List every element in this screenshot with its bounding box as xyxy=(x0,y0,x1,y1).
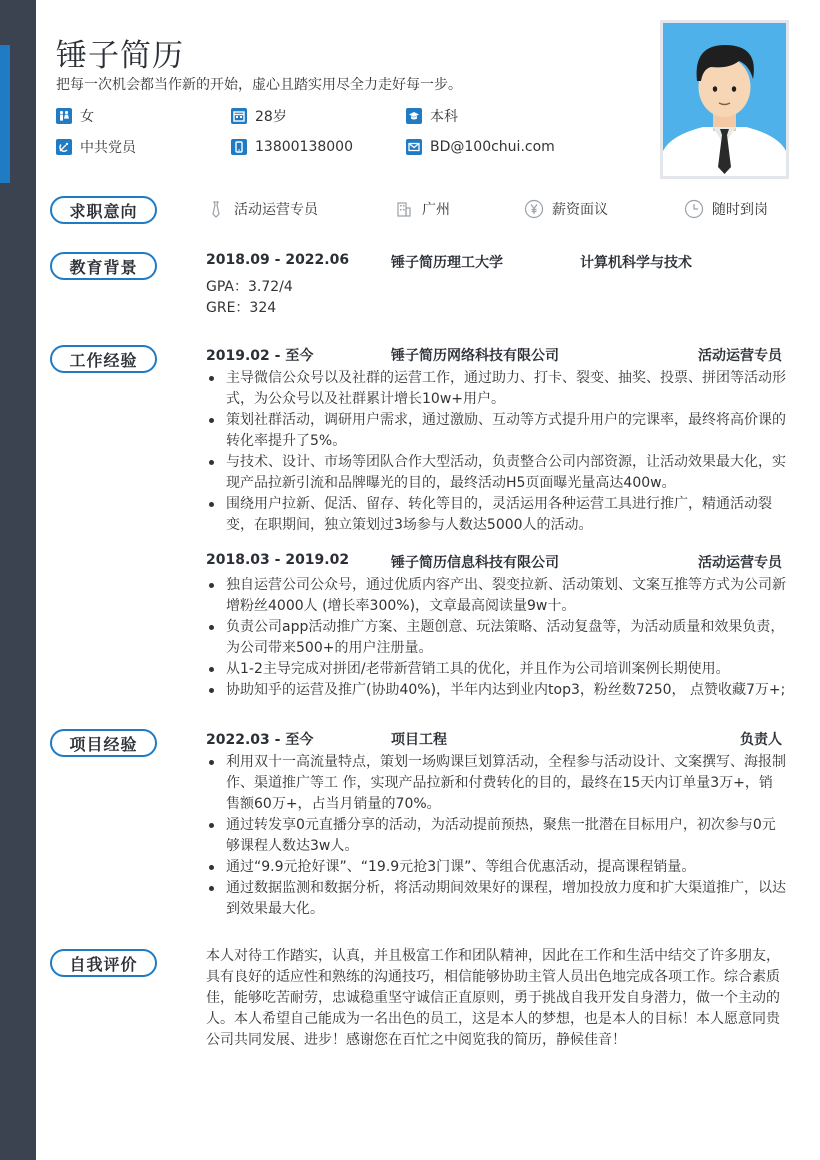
intent-availability-value: 随时到岗 xyxy=(712,202,768,218)
info-email xyxy=(406,137,555,157)
yen-icon xyxy=(524,199,544,219)
info-email-value: BD@100chui.com xyxy=(430,139,555,155)
intent-city xyxy=(394,198,450,220)
work-1-period: 2019.02 - 至今 xyxy=(206,348,314,364)
project-bullets xyxy=(206,752,786,920)
list-item: 与技术、设计、市场等团队合作大型活动，负责整合公司内部资源，让活动效果最大化，实现产品拉新引流和品牌曝光的目的，最终活动H5页面曝光量高达400w。 xyxy=(206,452,786,494)
list-item: 通过“9.9元抢好课”、“19.9元抢3门课”、等组合优惠活动，提高课程销量。 xyxy=(206,857,786,878)
intent-job xyxy=(206,198,318,220)
intent-availability xyxy=(684,198,768,220)
work-1-company: 锤子简历网络科技有限公司 xyxy=(391,348,559,364)
section-title-education: 教育背景 xyxy=(50,252,157,280)
resume-motto: 把每一次机会都当作新的开始，虚心且踏实用尽全力走好每一步。 xyxy=(56,77,462,93)
list-item: 从1-2主导完成对拼团/老带新营销工具的优化，并且作为公司培训案例长期使用。 xyxy=(206,659,786,680)
work-2-bullets xyxy=(206,575,786,701)
list-item: 主导微信公众号以及社群的运营工作，通过助力、打卡、裂变、抽奖、投票、拼团等活动形式，为公众号以及社群累计增长10w+用户。 xyxy=(206,368,786,410)
list-item: 通过转发享0元直播分享的活动，为活动提前预热，聚焦一批潜在目标用户，初次参与0元够课程人数达3w人。 xyxy=(206,815,786,857)
self-eval-text: 本人对待工作踏实，认真，并且极富工作和团队精神，因此在工作和生活中结交了许多朋友，具有良好的适应性和熟练的沟通技巧，相信能够协助主管人员出色地完成各项工作。综合素质佳，能够吃苦耐劳，忠诚稳重坚守诚信正直原则，勇于挑战自我开发自身潜力，做一个主动的人。本人希望自己能成为一名出色的员工，这是本人的梦想，也是本人的目标！本人愿意同贵公司共同发展、进步！感谢您在百忙之中阅览我的简历，静候佳音！ xyxy=(206,948,780,1048)
project-name: 项目工程 xyxy=(391,732,447,748)
info-gender xyxy=(56,106,94,126)
project-period: 2022.03 - 至今 xyxy=(206,732,314,748)
gender-icon xyxy=(56,108,72,124)
resume-name: 锤子简历 xyxy=(56,38,184,74)
info-gender-value: 女 xyxy=(80,109,94,125)
list-item: 通过数据监测和数据分析，将活动期间效果好的课程，增加投放力度和扩大渠道推广，以达到效果最大化。 xyxy=(206,878,786,920)
section-title-work: 工作经验 xyxy=(50,345,157,373)
section-title-project: 项目经验 xyxy=(50,729,157,757)
building-icon xyxy=(394,199,414,219)
education-major: 计算机科学与技术 xyxy=(580,255,692,271)
intent-job-value: 活动运营专员 xyxy=(234,202,318,218)
education-school: 锤子简历理工大学 xyxy=(391,255,503,271)
list-item: 协助知乎的运营及推广(协助40%)，半年内达到业内top3，粉丝数7250， 点赞收藏7万+; xyxy=(206,680,786,701)
work-1-bullets xyxy=(206,368,786,536)
intent-salary xyxy=(524,198,608,220)
work-2-period: 2018.03 - 2019.02 xyxy=(206,552,350,568)
clock-icon xyxy=(684,199,704,219)
education-gpa: GPA：3.72/4 xyxy=(206,279,293,295)
education-gre: GRE：324 xyxy=(206,300,277,316)
info-degree xyxy=(406,106,458,126)
info-age xyxy=(231,106,287,126)
list-item: 策划社群活动，调研用户需求，通过激励、互动等方式提升用户的完课率，最终将高价课的转化率提升了5%。 xyxy=(206,410,786,452)
party-badge-icon xyxy=(56,139,72,155)
mail-icon xyxy=(406,139,422,155)
intent-city-value: 广州 xyxy=(422,202,450,218)
education-period: 2018.09 - 2022.06 xyxy=(206,252,350,268)
info-politics-value: 中共党员 xyxy=(80,140,136,156)
tie-icon xyxy=(206,199,226,219)
graduation-cap-icon xyxy=(406,108,422,124)
list-item: 利用双十一高流量特点，策划一场购课巨划算活动，全程参与活动设计、文案撰写、海报制作、渠道推广等工 作，实现产品拉新和付费转化的目的，最终在15天内订单量3万+，销售额60万+，占当月销量的70%。 xyxy=(206,752,786,815)
info-politics xyxy=(56,137,136,157)
intent-salary-value: 薪资面议 xyxy=(552,202,608,218)
section-title-intent: 求职意向 xyxy=(50,196,157,224)
calendar-icon xyxy=(231,108,247,124)
info-phone xyxy=(231,137,353,157)
profile-photo xyxy=(660,20,789,179)
info-age-value: 28岁 xyxy=(255,109,287,125)
list-item: 围绕用户拉新、促活、留存、转化等目的，灵活运用各种运营工具进行推广，精通活动裂变，在职期间，独立策划过3场参与人数达5000人的活动。 xyxy=(206,494,786,536)
list-item: 独自运营公司公众号，通过优质内容产出、裂变拉新、活动策划、文案互推等方式为公司新增粉丝4000人 (增长率300%)，文章最高阅读量9w十。 xyxy=(206,575,786,617)
work-2-role: 活动运营专员 xyxy=(698,555,782,571)
section-title-self-eval: 自我评价 xyxy=(50,949,157,977)
work-1-role: 活动运营专员 xyxy=(698,348,782,364)
left-accent-bar xyxy=(0,45,10,183)
info-phone-value: 13800138000 xyxy=(255,139,353,155)
phone-icon xyxy=(231,139,247,155)
project-role: 负责人 xyxy=(740,732,782,748)
info-degree-value: 本科 xyxy=(430,109,458,125)
list-item: 负责公司app活动推广方案、主题创意、玩法策略、活动复盘等，为活动质量和效果负责，为公司带来500+的用户注册量。 xyxy=(206,617,786,659)
work-2-company: 锤子简历信息科技有限公司 xyxy=(391,555,559,571)
